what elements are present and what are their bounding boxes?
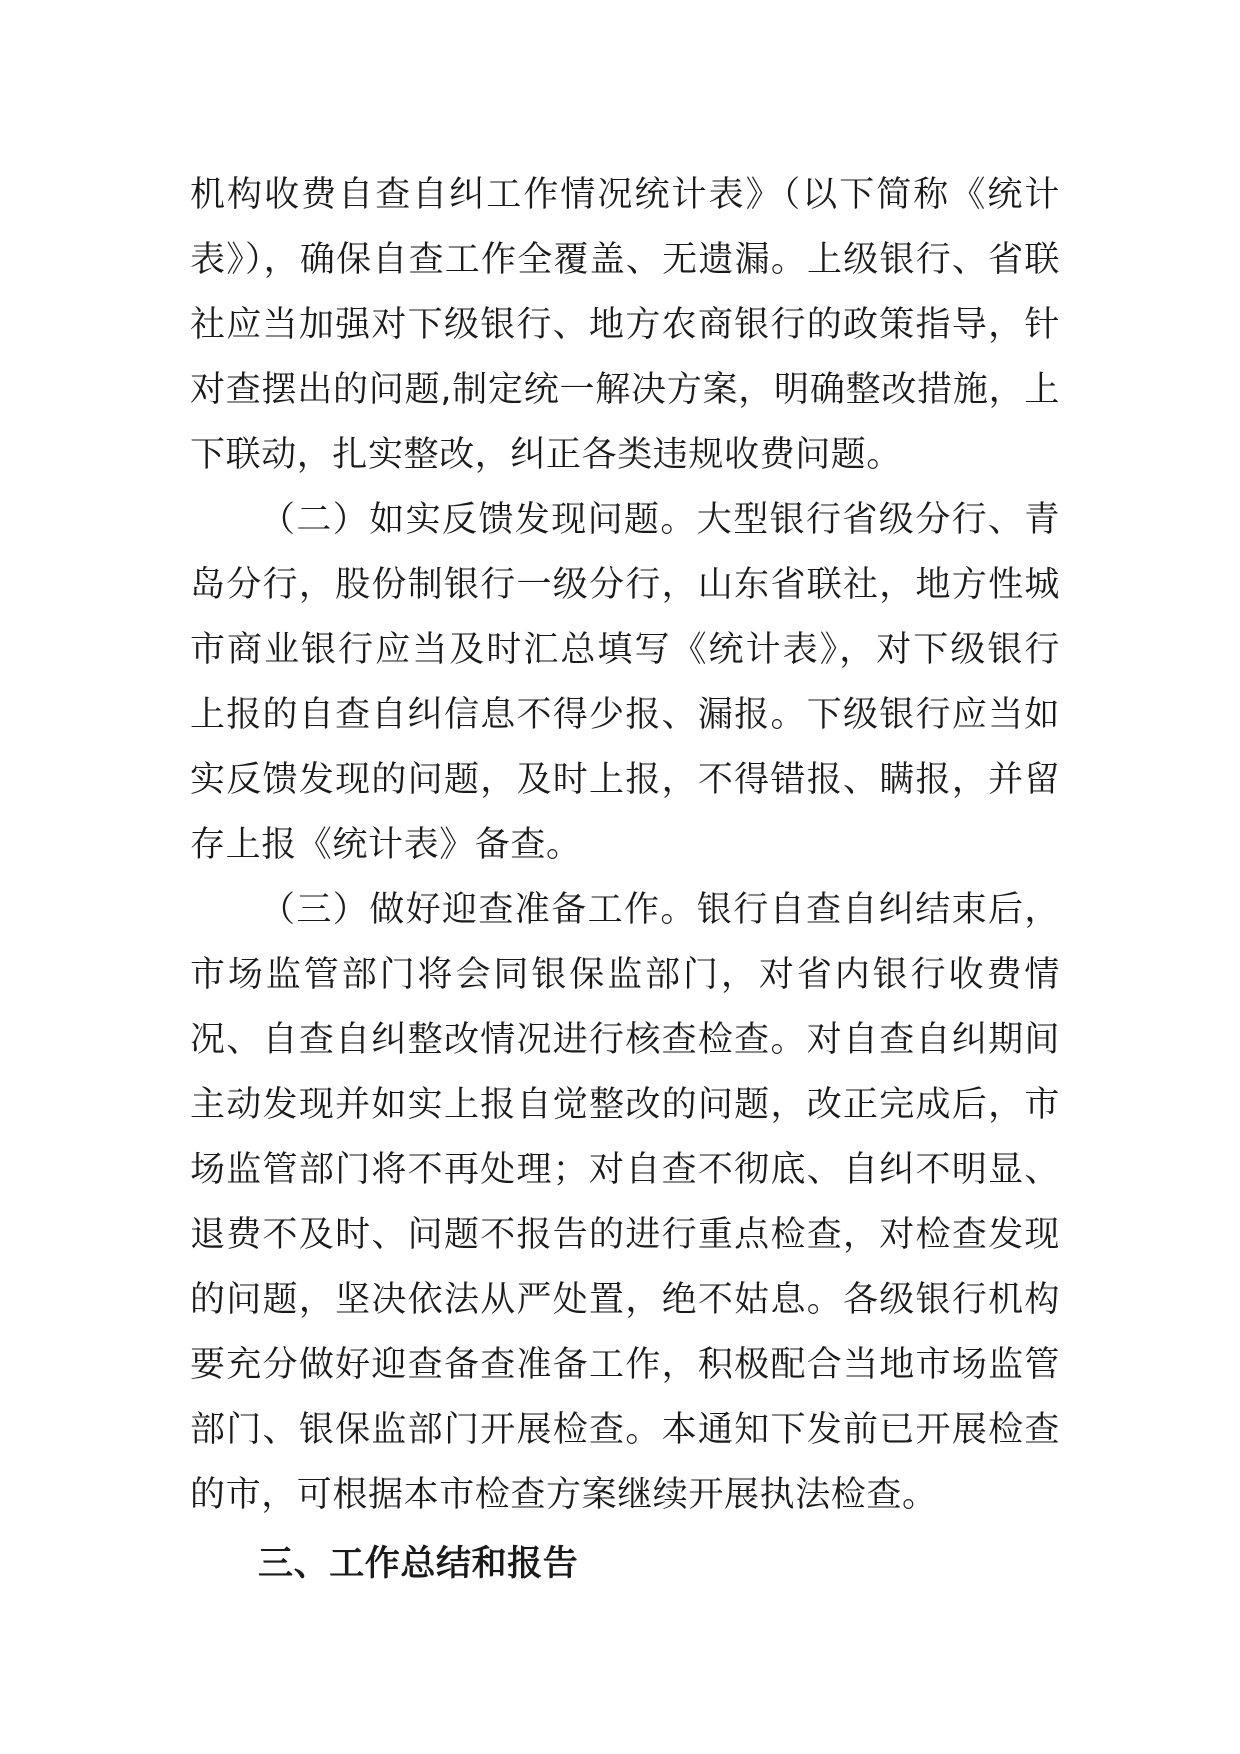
document-body [190, 163, 1060, 1597]
section-heading: 三、工作总结和报告 [258, 1544, 579, 1584]
paragraph-item-2: （二）如实反馈发现问题。大型银行省级分行、青岛分行，股份制银行一级分行，山东省联社，地方性城市商业银行应当及时汇总填写《统计表》，对下级银行上报的自查自纠信息不得少报、漏报。下级银行应当如实反馈发现的问题，及时上报，不得错报、瞒报，并留存上报《统计表》备查。 [190, 500, 1060, 865]
paragraph-continuation: 机构收费自查自纠工作情况统计表》（以下简称《统计表》），确保自查工作全覆盖、无遗漏。上级银行、省联社应当加强对下级银行、地方农商银行的政策指导，针对查摆出的问题,制定统一解决方案，明确整改措施，上下联动，扎实整改，纠正各类违规收费问题。 [190, 175, 1060, 475]
paragraph-item-3: （三）做好迎查准备工作。银行自查自纠结束后，市场监管部门将会同银保监部门，对省内银行收费情况、自查自纠整改情况进行核查检查。对自查自纠期间主动发现并如实上报自觉整改的问题，改正完成后，市场监管部门将不再处理；对自查不彻底、自纠不明显、退费不及时、问题不报告的进行重点检查，对检查发现的问题，坚决依法从严处置，绝不姑息。各级银行机构要充分做好迎查备查准备工作，积极配合当地市场监管部门、银保监部门开展检查。本通知下发前已开展检查的市，可根据本市检查方案继续开展执法检查。 [190, 890, 1060, 1515]
